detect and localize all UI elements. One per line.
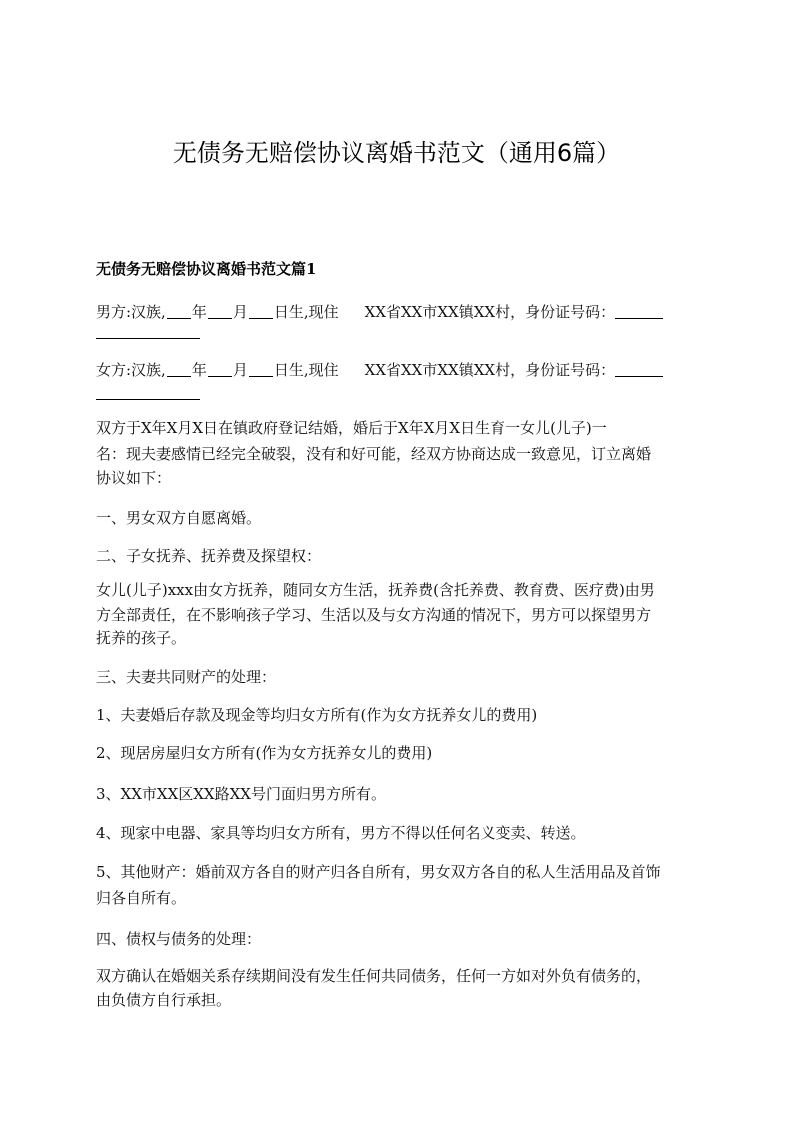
property-item: 4、现家中电器、家具等均归女方所有，男方不得以任何名义变卖、转送。 [96, 824, 586, 842]
clause-2-line: 抚养的孩子。 [96, 629, 187, 647]
address-id-label: XX省XX市XX镇XX村，身份证号码： [364, 303, 616, 321]
debt-paragraph-line: 双方确认在婚姻关系存续期间没有发生任何共同债务，任何一方如对外负有债务的， [96, 967, 652, 985]
male-party-prefix: 男方:汉族, [96, 303, 166, 321]
clause-4-heading: 四、债权与债务的处理： [96, 930, 262, 948]
birth-residence-label: 日生,现住 [273, 303, 339, 321]
year-blank [167, 361, 191, 377]
debt-paragraph-line: 由负债方自行承担。 [96, 991, 232, 1009]
intro-paragraph-line: 协议如下： [96, 469, 172, 487]
month-label: 月 [232, 361, 248, 379]
address-id-label: XX省XX市XX镇XX村，身份证号码： [364, 361, 616, 379]
id-number-continuation-line [96, 399, 200, 400]
document-title: 无债务无赔偿协议离婚书范文（通用6篇） [172, 139, 621, 167]
female-party-line [96, 358, 701, 382]
property-item-5-line: 5、其他财产：婚前双方各自的财产归各自所有，男女双方各自的私人生活用品及首饰 [96, 863, 661, 881]
clause-3-heading: 三、夫妻共同财产的处理： [96, 668, 277, 686]
year-label: 年 [191, 361, 207, 379]
birth-residence-label: 日生,现住 [273, 361, 339, 379]
intro-paragraph-line: 双方于X年X月X日在镇政府登记结婚，婚后于X年X月X日生育一女儿(儿子)一 [96, 419, 607, 437]
clause-2-line: 方全部责任，在不影响孩子学习、生活以及与女方沟通的情况下，男方可以探望男方 [96, 606, 652, 624]
year-blank [167, 303, 191, 319]
id-number-blank [615, 361, 663, 377]
month-label: 月 [232, 303, 248, 321]
month-blank [208, 361, 232, 377]
day-blank [249, 361, 273, 377]
id-number-blank [615, 303, 663, 319]
property-item: 2、现居房屋归女方所有(作为女方抚养女儿的费用) [96, 744, 433, 762]
intro-paragraph-line: 名：现夫妻感情已经完全破裂，没有和好可能，经双方协商达成一致意见，订立离婚 [96, 445, 652, 463]
year-label: 年 [191, 303, 207, 321]
id-number-continuation-line [96, 338, 200, 339]
property-item: 1、夫妻婚后存款及现金等均归女方所有(作为女方抚养女儿的费用) [96, 706, 538, 724]
property-item: 3、XX市XX区XX路XX号门面归男方所有。 [96, 785, 386, 803]
clause-1: 一、男女双方自愿离婚。 [96, 509, 262, 527]
female-party-prefix: 女方:汉族, [96, 361, 166, 379]
male-party-line [96, 300, 701, 324]
month-blank [208, 303, 232, 319]
clause-2-line: 女儿(儿子)xxx由女方抚养，随同女方生活，抚养费(含托养费、教育费、医疗费)由男 [96, 581, 655, 599]
property-item-5-line: 归各自所有。 [96, 889, 187, 907]
section-title: 无债务无赔偿协议离婚书范文篇1 [96, 260, 317, 278]
day-blank [249, 303, 273, 319]
clause-2-heading: 二、子女抚养、抚养费及探望权： [96, 547, 322, 565]
